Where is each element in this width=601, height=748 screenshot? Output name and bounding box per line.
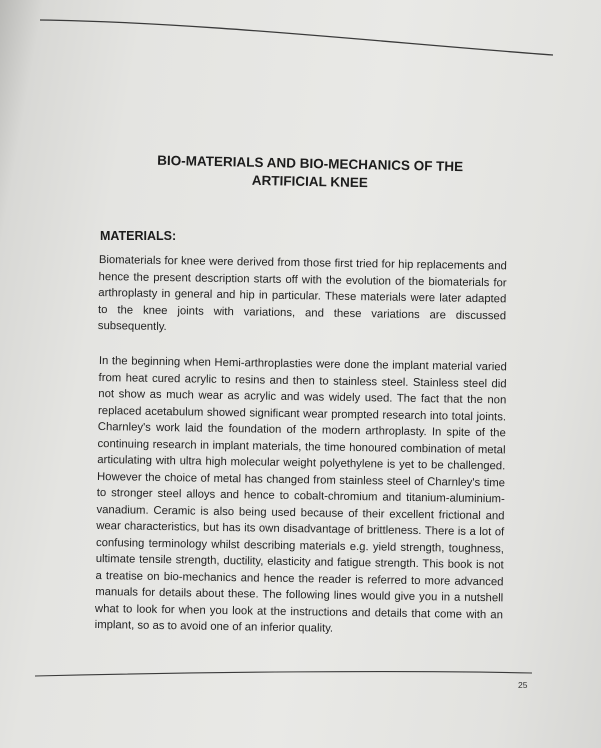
section-heading: MATERIALS:: [100, 229, 177, 243]
page-number: 25: [518, 680, 528, 690]
top-rule: [40, 20, 553, 55]
bottom-rule: [35, 672, 532, 676]
chapter-title: BIO-MATERIALS AND BIO-MECHANICS OF THE ARTIFICIAL KNEE: [157, 152, 464, 191]
paragraph-1: Biomaterials for knee were derived from those first tried for hip replacements and hence the present description starts off with the evolution of the biomaterials for arthroplasty in general and hip in particular. These materials were later adapted to the knee joints with variations, and these variations are discussed subsequently.: [97, 253, 507, 334]
paragraph-2: In the beginning when Hemi-arthroplasties were done the implant material varied from heat cured acrylic to resins and then to stainless steel. Stainless steel did not show as much wear as acrylic and was widely used. The fact that the non replaced acetabulum showed significant wear prompted research into total joints. Charnley's work laid the foundation of the modern arthroplasty. In spite of the continuing research in implant materials, the time honoured combination of metal articulating with ultra high molecular weight polyethylene is yet to be challenged. However the choice of metal has changed from stainless steel of Charnley's time to stronger steel alloys and hence to cobalt-chromium and titanium-aluminium-vanadium. Ceramic is also being used because of their excellent frictional and wear characteristics, but has its own disadvantage of brittleness. There is a lot of confusing terminology whilst describing materials e.g. yield strength, toughness, ultimate tensile strength, ductility, elasticity and fatigue strength. This book is not a treatise on bio-mechanics and hence the reader is referred to more advanced manuals for details about these. The following lines would give you in a nutshell what to look for when you look at the instructions and details that come with an implant, so as to avoid one of an inferior quality.: [94, 354, 507, 635]
